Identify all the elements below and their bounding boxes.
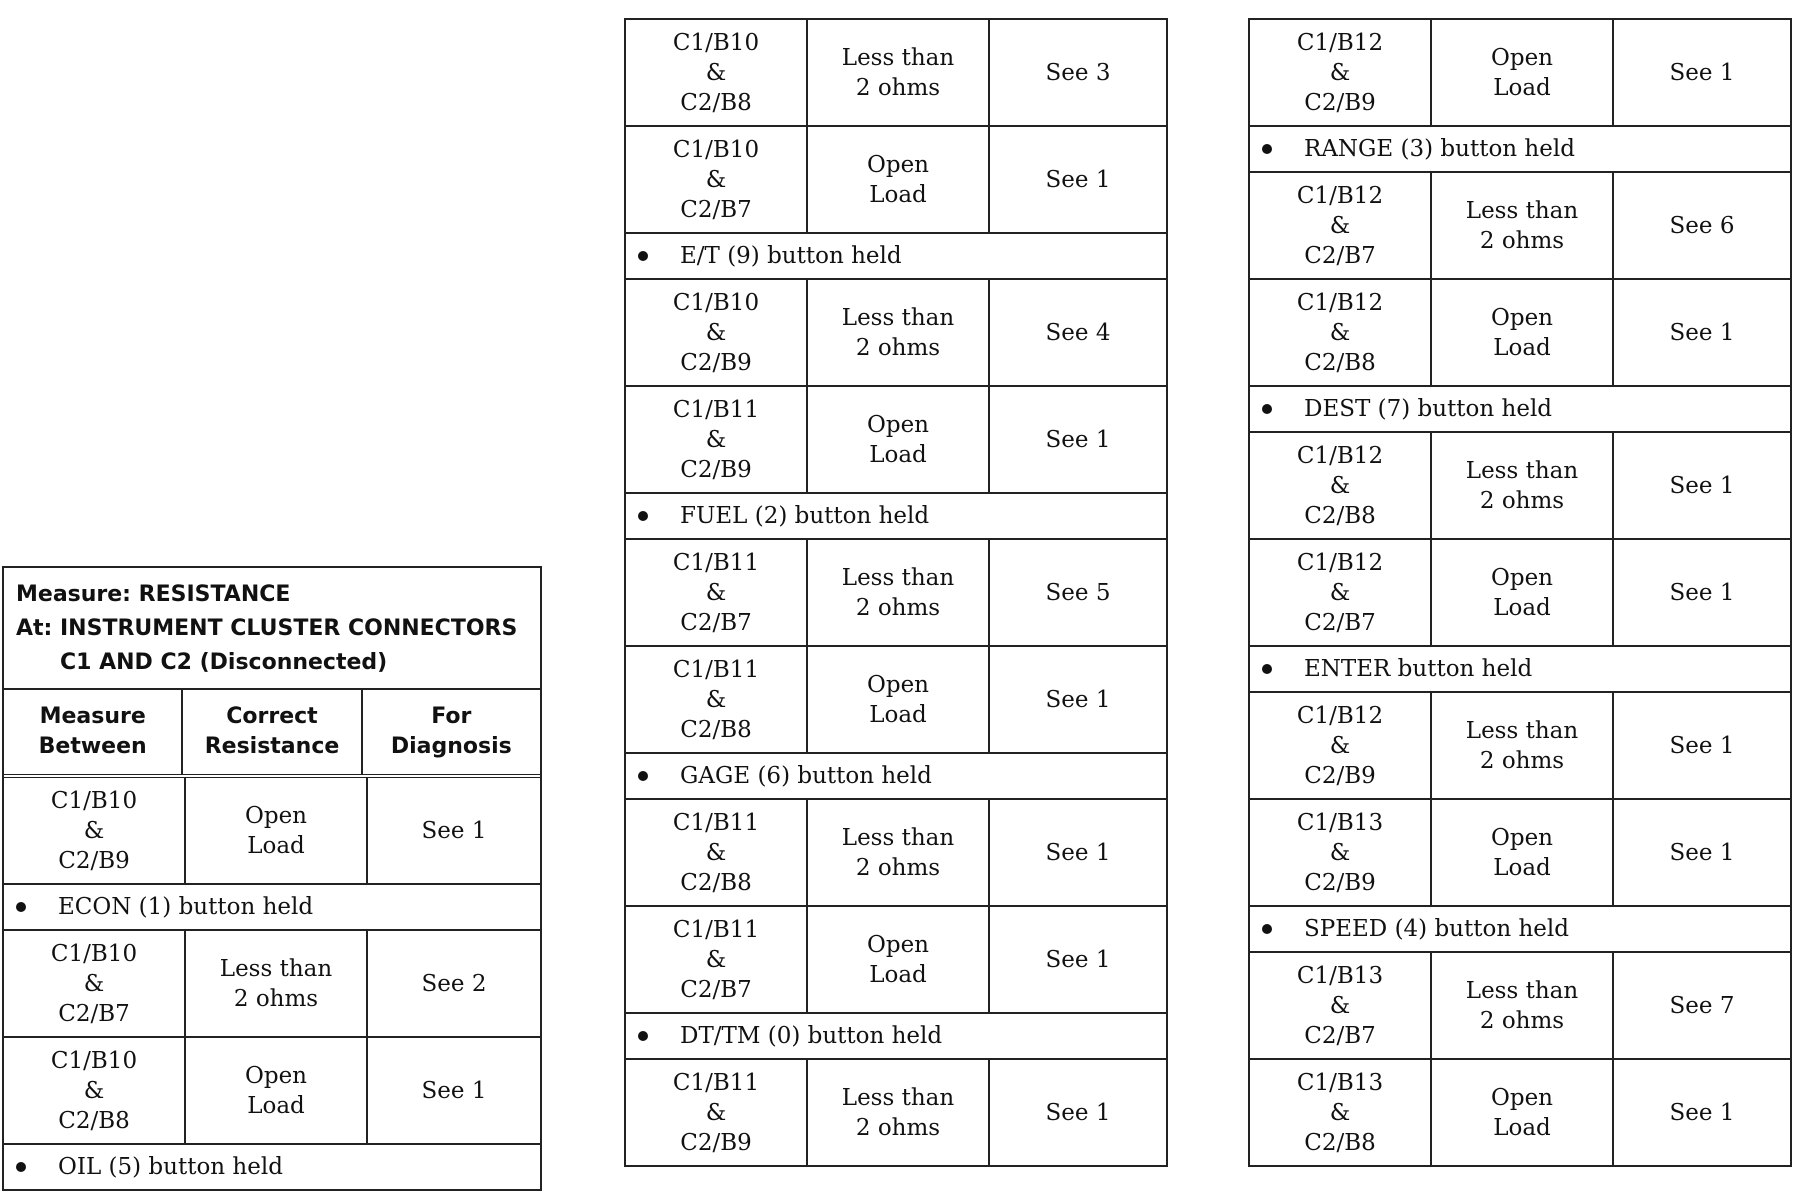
- measure-between-cell: C1/B11 & C2/B7: [626, 907, 808, 1012]
- measure-between-cell: C1/B11 & C2/B9: [626, 387, 808, 492]
- table-row: [4, 778, 540, 885]
- measure-between-header: Measure Between: [4, 690, 183, 774]
- for-diagnosis-cell: See 3: [1045, 59, 1111, 86]
- correct-resistance-cell: Open Load: [1432, 20, 1614, 125]
- correct-resistance-cell: Less than 2 ohms: [186, 931, 368, 1036]
- measure-between-cell: C1/B10 & C2/B9: [626, 280, 808, 385]
- correct-resistance-cell: Less than 2 ohms: [1432, 953, 1614, 1058]
- for-diagnosis-cell: See 2: [421, 970, 487, 997]
- resistance-table-column-1: [2, 566, 542, 1191]
- section-label: SPEED (4) button held: [1304, 916, 1569, 942]
- table-row: [626, 387, 1166, 494]
- for-diagnosis-cell: See 1: [1045, 839, 1111, 866]
- table-row: [626, 280, 1166, 387]
- for-diagnosis-cell: See 1: [1669, 579, 1735, 606]
- table-row: [1250, 280, 1790, 387]
- correct-resistance-cell: Open Load: [1432, 280, 1614, 385]
- section-label: OIL (5) button held: [58, 1154, 283, 1180]
- for-diagnosis-cell: See 1: [1669, 472, 1735, 499]
- correct-resistance-cell: Less than 2 ohms: [1432, 433, 1614, 538]
- for-diagnosis-cell: See 1: [1669, 1099, 1735, 1126]
- measure-between-cell: C1/B12 & C2/B7: [1250, 540, 1432, 645]
- button-held-section: [626, 1014, 1166, 1060]
- section-label: DEST (7) button held: [1304, 396, 1553, 422]
- section-label: DT/TM (0) button held: [680, 1023, 943, 1049]
- for-diagnosis-header: For Diagnosis: [390, 704, 512, 759]
- for-diagnosis-cell: See 1: [1669, 839, 1735, 866]
- correct-resistance-cell: Open Load: [186, 778, 368, 883]
- for-diagnosis-cell: See 1: [1045, 166, 1111, 193]
- table-row: [626, 907, 1166, 1014]
- correct-resistance-cell: Open Load: [1432, 1060, 1614, 1165]
- measure-between-cell: C1/B12 & C2/B9: [1250, 693, 1432, 798]
- button-held-section: [1250, 127, 1790, 173]
- correct-resistance-cell: Less than 2 ohms: [808, 540, 990, 645]
- measure-between-cell: C1/B13 & C2/B8: [1250, 1060, 1432, 1165]
- correct-resistance-cell: Open Load: [1432, 800, 1614, 905]
- at-label-continued: C1 AND C2 (Disconnected): [60, 650, 388, 675]
- for-diagnosis-cell: See 1: [1669, 732, 1735, 759]
- correct-resistance-cell: Less than 2 ohms: [808, 20, 990, 125]
- button-held-section: [1250, 907, 1790, 953]
- table-row: [626, 20, 1166, 127]
- table-row: [1250, 20, 1790, 127]
- section-label: GAGE (6) button held: [680, 763, 932, 789]
- table-header: [4, 568, 540, 690]
- measure-between-cell: C1/B12 & C2/B9: [1250, 20, 1432, 125]
- button-held-section: [4, 1145, 540, 1189]
- measure-between-cell: C1/B11 & C2/B9: [626, 1060, 808, 1165]
- for-diagnosis-cell: See 1: [1669, 59, 1735, 86]
- correct-resistance-cell: Less than 2 ohms: [1432, 693, 1614, 798]
- section-label: FUEL (2) button held: [680, 503, 930, 529]
- for-diagnosis-cell: See 5: [1045, 579, 1111, 606]
- table-row: [626, 647, 1166, 754]
- button-held-section: [626, 234, 1166, 280]
- section-label: ENTER button held: [1304, 656, 1533, 682]
- table-row: [1250, 693, 1790, 800]
- correct-resistance-cell: Less than 2 ohms: [808, 1060, 990, 1165]
- section-label: E/T (9) button held: [680, 243, 902, 269]
- table-row: [626, 1060, 1166, 1165]
- correct-resistance-cell: Less than 2 ohms: [1432, 173, 1614, 278]
- correct-resistance-header: Correct Resistance: [183, 690, 362, 774]
- correct-resistance-cell: Open Load: [808, 907, 990, 1012]
- table-row: [626, 540, 1166, 647]
- table-row: [1250, 953, 1790, 1060]
- correct-resistance-cell: Open Load: [808, 387, 990, 492]
- bullet-icon: [1262, 144, 1272, 154]
- button-held-section: [1250, 647, 1790, 693]
- for-diagnosis-cell: See 1: [1045, 426, 1111, 453]
- correct-resistance-cell: Less than 2 ohms: [808, 280, 990, 385]
- table-row: [626, 800, 1166, 907]
- table-row: [1250, 433, 1790, 540]
- correct-resistance-cell: Open Load: [808, 647, 990, 752]
- button-held-section: [4, 885, 540, 931]
- measure-between-cell: C1/B10 & C2/B7: [626, 127, 808, 232]
- measure-between-cell: C1/B10 & C2/B8: [626, 20, 808, 125]
- section-label: RANGE (3) button held: [1304, 136, 1575, 162]
- for-diagnosis-cell: See 1: [1045, 1099, 1111, 1126]
- for-diagnosis-cell: See 1: [1045, 946, 1111, 973]
- for-diagnosis-cell: See 6: [1669, 212, 1735, 239]
- for-diagnosis-cell: See 1: [1045, 686, 1111, 713]
- for-diagnosis-cell: See 1: [1669, 319, 1735, 346]
- correct-resistance-cell: Less than 2 ohms: [808, 800, 990, 905]
- table-row: [626, 127, 1166, 234]
- measure-between-cell: C1/B11 & C2/B8: [626, 800, 808, 905]
- section-label: ECON (1) button held: [58, 894, 314, 920]
- bullet-icon: [1262, 664, 1272, 674]
- button-held-section: [1250, 387, 1790, 433]
- table-row: [4, 931, 540, 1038]
- measure-between-cell: C1/B10 & C2/B8: [4, 1038, 186, 1143]
- correct-resistance-cell: Open Load: [186, 1038, 368, 1143]
- button-held-section: [626, 754, 1166, 800]
- table-row: [1250, 800, 1790, 907]
- measure-between-cell: C1/B13 & C2/B7: [1250, 953, 1432, 1058]
- column-headers: [4, 690, 540, 778]
- measure-between-cell: C1/B10 & C2/B9: [4, 778, 186, 883]
- bullet-icon: [16, 1162, 26, 1172]
- measure-between-cell: C1/B12 & C2/B7: [1250, 173, 1432, 278]
- measure-label: Measure: RESISTANCE: [16, 582, 291, 607]
- measure-between-cell: C1/B11 & C2/B8: [626, 647, 808, 752]
- measure-between-cell: C1/B12 & C2/B8: [1250, 280, 1432, 385]
- for-diagnosis-cell: See 4: [1045, 319, 1111, 346]
- at-label: At: INSTRUMENT CLUSTER CONNECTORS: [16, 616, 518, 641]
- table-row: [1250, 173, 1790, 280]
- correct-resistance-cell: Open Load: [1432, 540, 1614, 645]
- measure-between-cell: C1/B13 & C2/B9: [1250, 800, 1432, 905]
- bullet-icon: [638, 771, 648, 781]
- for-diagnosis-cell: See 7: [1669, 992, 1735, 1019]
- table-row: [4, 1038, 540, 1145]
- resistance-table-column-3: [1248, 18, 1792, 1167]
- bullet-icon: [638, 251, 648, 261]
- bullet-icon: [16, 902, 26, 912]
- bullet-icon: [1262, 924, 1272, 934]
- resistance-table-column-2: [624, 18, 1168, 1167]
- for-diagnosis-cell: See 1: [421, 817, 487, 844]
- correct-resistance-cell: Open Load: [808, 127, 990, 232]
- measure-between-cell: C1/B10 & C2/B7: [4, 931, 186, 1036]
- button-held-section: [626, 494, 1166, 540]
- measure-between-cell: C1/B12 & C2/B8: [1250, 433, 1432, 538]
- bullet-icon: [638, 511, 648, 521]
- bullet-icon: [638, 1031, 648, 1041]
- measure-between-cell: C1/B11 & C2/B7: [626, 540, 808, 645]
- table-row: [1250, 1060, 1790, 1165]
- bullet-icon: [1262, 404, 1272, 414]
- for-diagnosis-cell: See 1: [421, 1077, 487, 1104]
- table-row: [1250, 540, 1790, 647]
